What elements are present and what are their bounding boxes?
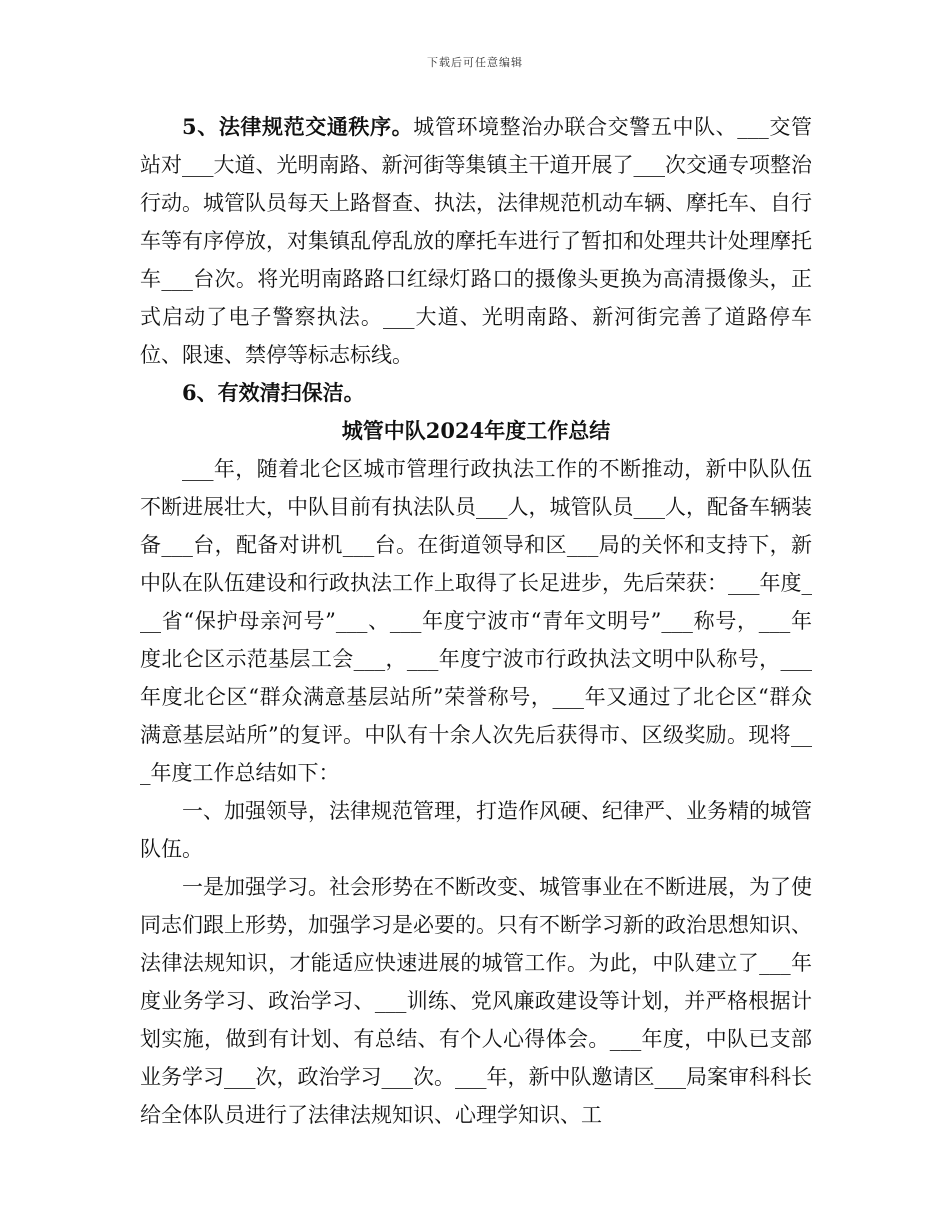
study-paragraph: 一是加强学习。社会形势在不断改变、城管事业在不断进展，为了使同志们跟上形势，加强学习是必要的。只有不断学习新的政治思想知识、法律法规知识，才能适应快速进展的城管工作。为此，中队建立了___年度业务学习、政治学习、___训练、党风廉政建设等计划，并严格根据计划实施，做到有计划、有总结、有个人心得体会。___年度，中队已支部业务学习___次，政治学习___次。___年，新中队邀请区___局案审科科长给全体队员进行了法律法规知识、心理学知识、工 bbox=[140, 875, 812, 1127]
section-6-paragraph bbox=[140, 374, 812, 412]
document-body bbox=[140, 108, 812, 1134]
intro-paragraph: ___年，随着北仑区城市管理行政执法工作的不断推动，新中队队伍不断进展壮大，中队目前有执法队员___人，城管队员___人，配备车辆装备___台，配备对讲机___台。在街道领导和区___局的关怀和支持下，新中队在队伍建设和行政执法工作上取得了长足进步，先后荣获：___年度___省“保护母亲河号”___、___年度宁波市“青年文明号”___称号，___年度北仑区示范基层工会___，___年度宁波市行政执法文明中队称号，___年度北仑区“群众满意基层站所”荣誉称号，___年又通过了北仑区“群众满意基层站所”的复评。中队有十余人次先后获得市、区级奖励。现将___年度工作总结如下： bbox=[140, 457, 812, 785]
section-5-text: 城管环境整治办联合交警五中队、___交管站对___大道、光明南路、新河街等集镇主干道开展了___次交通专项整治行动。城管队员每天上路督查、执法，法律规范机动车辆、摩托车、自行车等有序停放，对集镇乱停乱放的摩托车进行了暂扣和处理共计处理摩托车___台次。将光明南路路口红绿灯路口的摄像头更换为高清摄像头，正式启动了电子警察执法。___大道、光明南路、新河街完善了道路停车位、限速、禁停等标志标线。 bbox=[140, 115, 812, 367]
section-5-paragraph bbox=[140, 108, 812, 374]
point-one-heading: 一、加强领导，法律规范管理，打造作风硬、纪律严、业务精的城管队伍。 bbox=[140, 799, 812, 861]
section-6-heading: 6、有效清扫保洁。 bbox=[182, 380, 365, 405]
header-note: 下载后可任意编辑 bbox=[427, 56, 523, 69]
section-5-heading: 5、法律规范交通秩序。 bbox=[182, 114, 414, 139]
document-title: 城管中队2024年度工作总结 bbox=[341, 418, 611, 443]
